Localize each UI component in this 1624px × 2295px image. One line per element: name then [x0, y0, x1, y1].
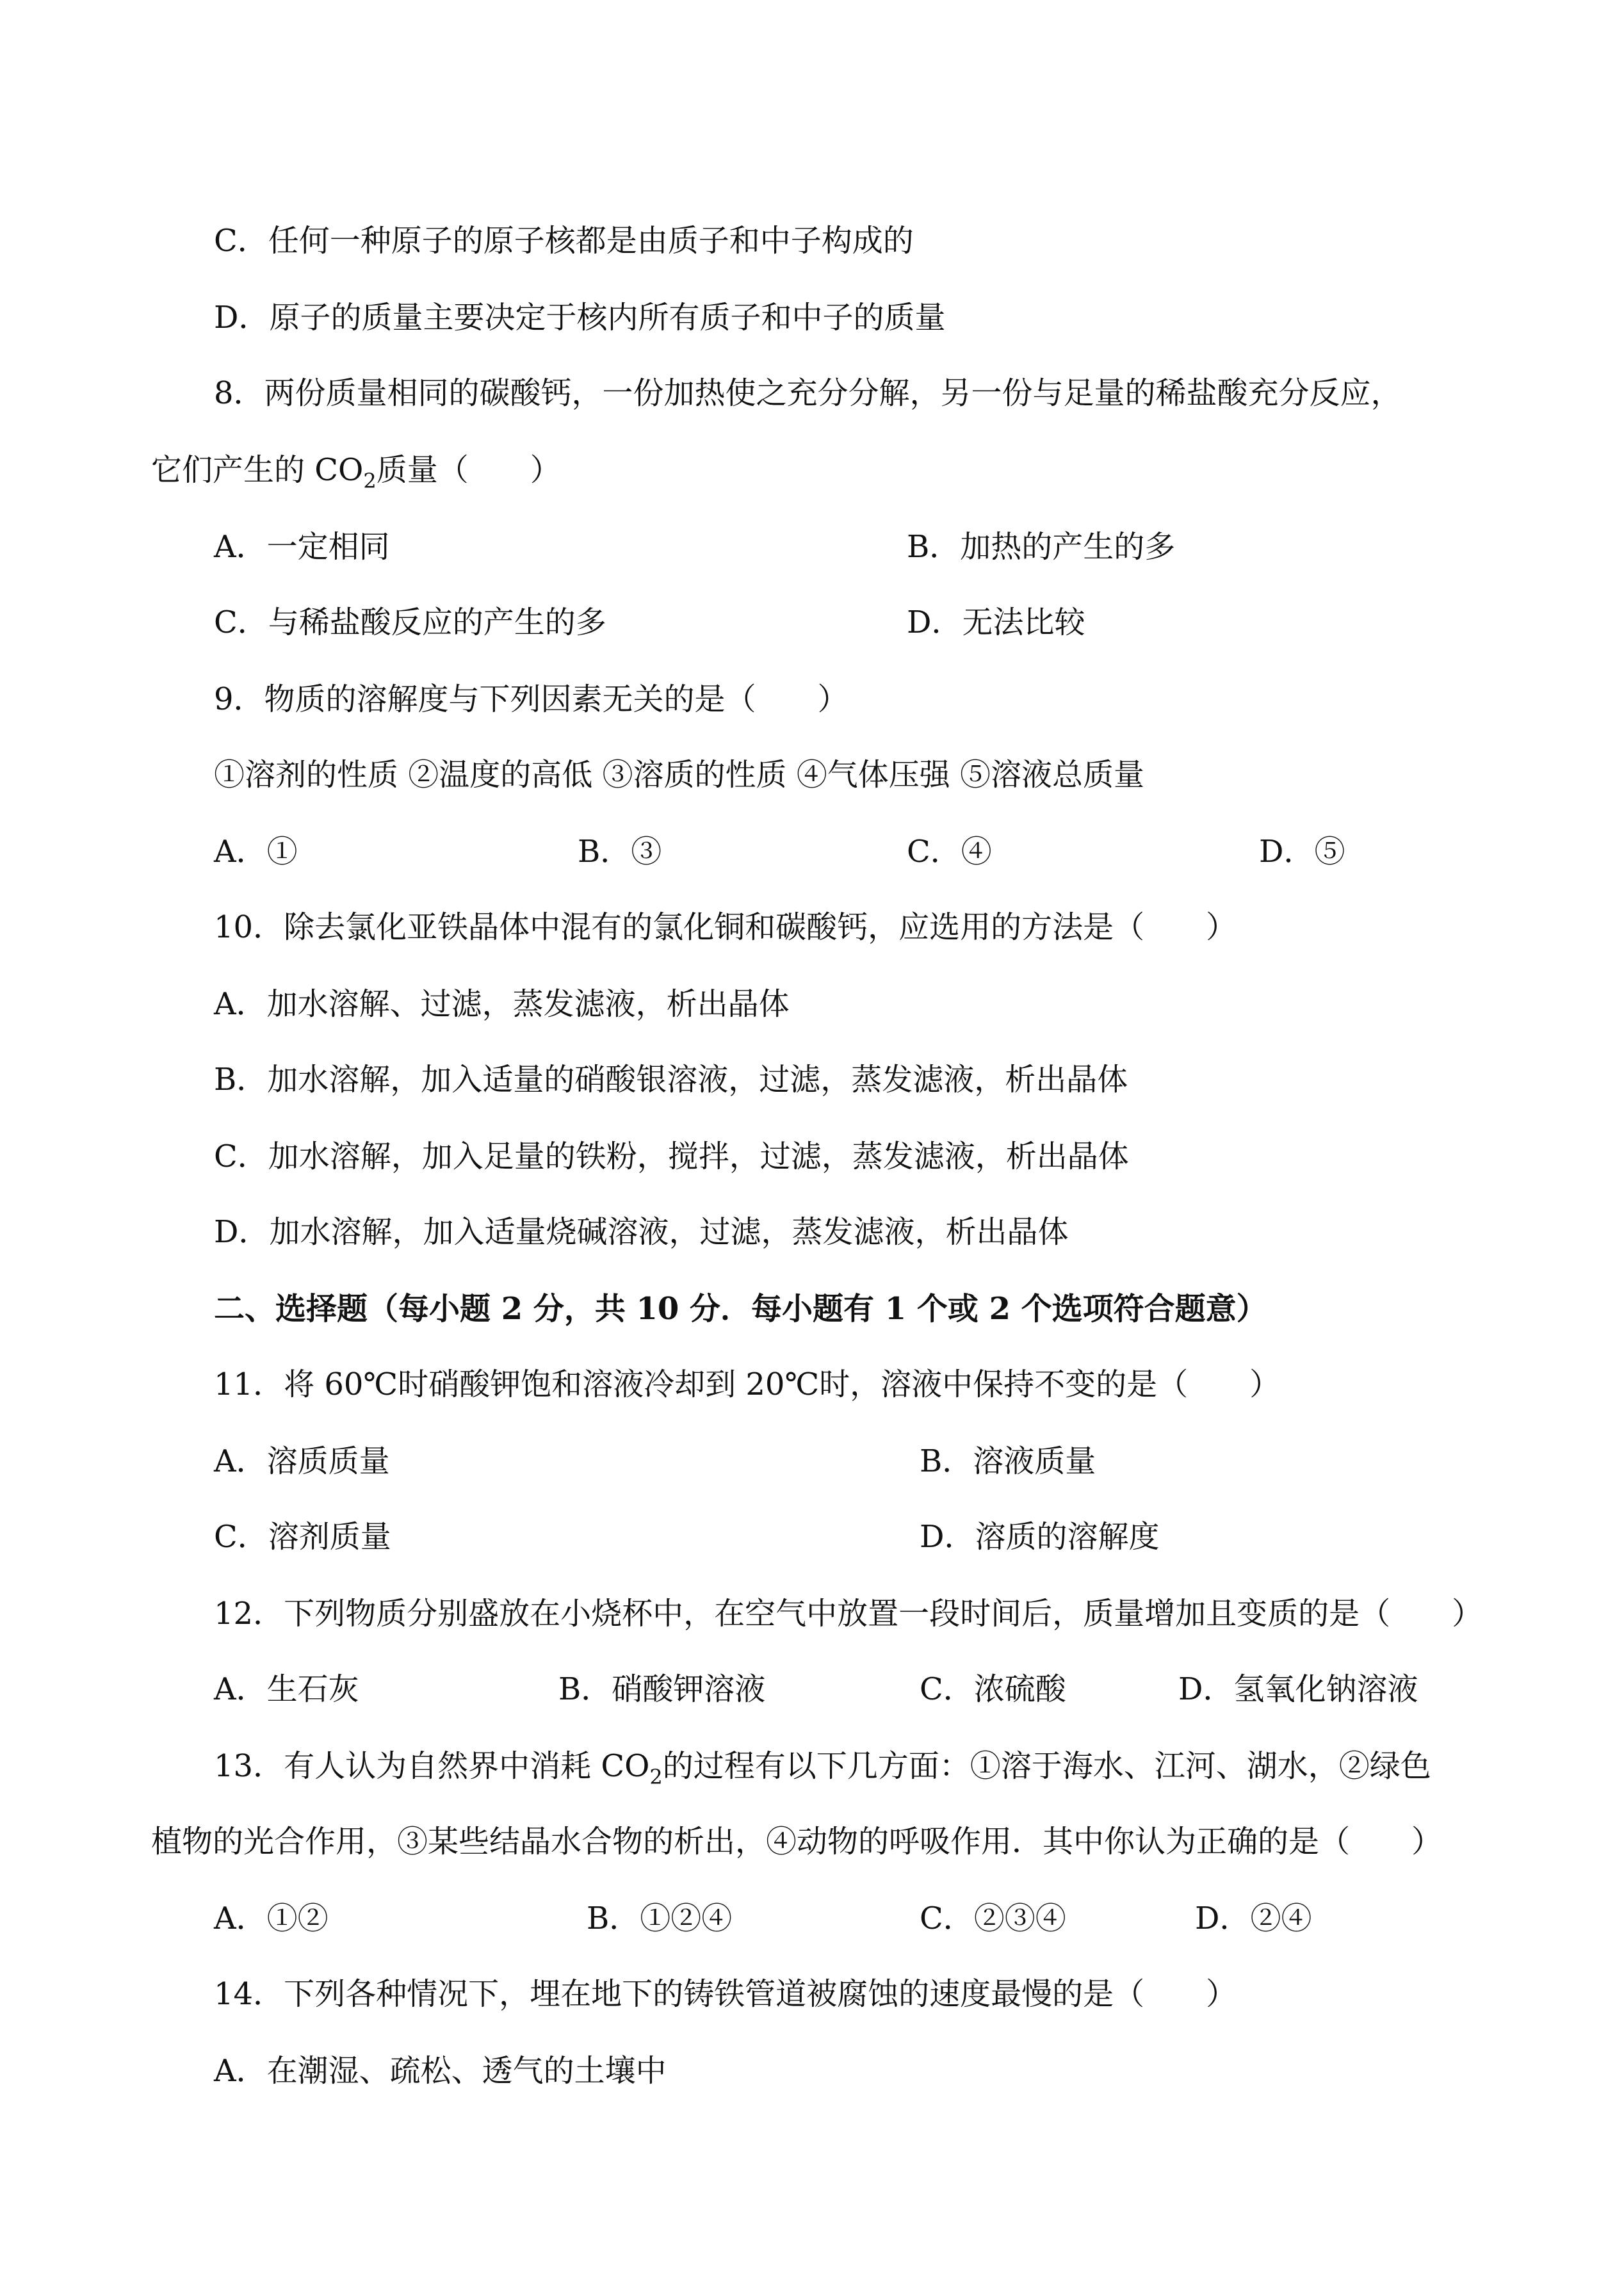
q8-option-c: C．与稀盐酸反应的产生的多: [214, 604, 606, 640]
q10-option-c: C．加水溶解，加入足量的铁粉，搅拌，过滤，蒸发滤液，析出晶体: [214, 1139, 1129, 1174]
q13-stem-line2: 植物的光合作用，③某些结晶水合物的析出，④动物的呼吸作用．其中你认为正确的是（ ）: [151, 1824, 1443, 1860]
q7-option-c: C．任何一种原子的原子核都是由质子和中子构成的: [214, 223, 914, 259]
q13-option-a: A．①②: [214, 1901, 329, 1936]
q9-factors: ①溶剂的性质 ②温度的高低 ③溶质的性质 ④气体压强 ⑤溶液总质量: [214, 757, 1145, 793]
q9-option-b: B．③: [578, 834, 662, 870]
q11-option-c: C．溶剂质量: [214, 1519, 391, 1555]
q11-stem: 11．将 60℃时硝酸钾饱和溶液冷却到 20℃时，溶液中保持不变的是（ ）: [214, 1366, 1281, 1402]
q10-stem: 10．除去氯化亚铁晶体中混有的氯化铜和碳酸钙，应选用的方法是（ ）: [214, 909, 1237, 945]
q12-option-c: C．浓硫酸: [920, 1671, 1066, 1707]
q13-co2-subscript: 2: [649, 1765, 663, 1789]
q8-stem-blank: 质量（ ）: [376, 452, 561, 488]
q8-stem-line1: 8．两份质量相同的碳酸钙，一份加热使之充分分解，另一份与足量的稀盐酸充分反应，: [214, 375, 1402, 411]
q8-option-d: D．无法比较: [907, 604, 1085, 640]
q14-stem: 14．下列各种情况下，埋在地下的铸铁管道被腐蚀的速度最慢的是（ ）: [214, 1976, 1237, 2012]
q8-option-a: A．一定相同: [214, 529, 390, 565]
q11-option-b: B．溶液质量: [920, 1443, 1096, 1479]
q12-option-a: A．生石灰: [214, 1671, 359, 1707]
q9-option-d: D．⑤: [1259, 834, 1345, 870]
q9-stem: 9．物质的溶解度与下列因素无关的是（ ）: [214, 681, 849, 717]
q13-stem-line1: [214, 1747, 1431, 1788]
q8-stem-line2: [151, 451, 561, 492]
q12-stem: 12．下列物质分别盛放在小烧杯中，在空气中放置一段时间后，质量增加且变质的是（ ）: [214, 1596, 1483, 1632]
q13-option-b: B．①②④: [587, 1901, 733, 1936]
q10-option-a: A．加水溶解、过滤，蒸发滤液，析出晶体: [214, 986, 790, 1022]
q8-stem-text: 它们产生的 CO: [151, 452, 364, 488]
q7-option-d: D．原子的质量主要决定于核内所有质子和中子的质量: [214, 300, 946, 336]
q14-option-a: A．在潮湿、疏松、透气的土壤中: [214, 2053, 667, 2089]
q11-option-a: A．溶质质量: [214, 1443, 390, 1479]
q8-co2-subscript: 2: [363, 469, 377, 493]
q11-option-d: D．溶质的溶解度: [920, 1519, 1160, 1555]
q10-option-b: B．加水溶解，加入适量的硝酸银溶液，过滤，蒸发滤液，析出晶体: [214, 1062, 1128, 1098]
q10-option-d: D．加水溶解，加入适量烧碱溶液，过滤，蒸发滤液，析出晶体: [214, 1214, 1069, 1250]
section-heading: 二、选择题（每小题 2 分，共 10 分．每小题有 1 个或 2 个选项符合题意）: [214, 1291, 1267, 1327]
q12-option-d: D．氢氧化钠溶液: [1178, 1671, 1418, 1707]
q9-option-a: A．①: [214, 834, 298, 870]
q13-option-d: D．②④: [1195, 1901, 1312, 1936]
q13-stem-text: 13．有人认为自然界中消耗 CO: [214, 1748, 650, 1784]
q13-option-c: C．②③④: [920, 1901, 1066, 1936]
q9-option-c: C．④: [907, 834, 992, 870]
q12-option-b: B．硝酸钾溶液: [558, 1671, 766, 1707]
q8-option-b: B．加热的产生的多: [907, 529, 1176, 565]
q13-stem-rest: 的过程有以下几方面：①溶于海水、江河、湖水，②绿色: [662, 1748, 1431, 1784]
